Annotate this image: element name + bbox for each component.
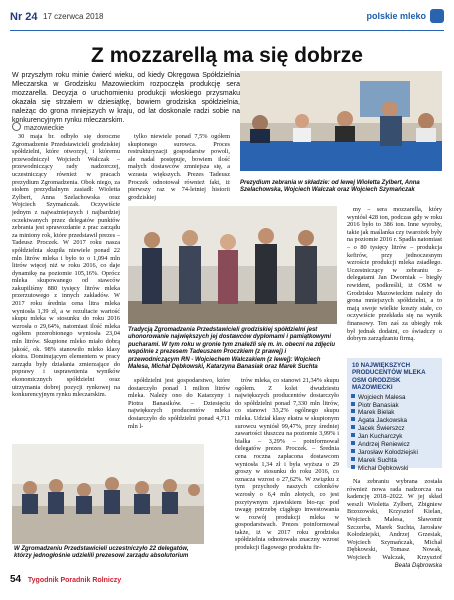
paragraph: 30 maja br. odbyło się doroczne Zgromadzenie Przedstawicieli grodziskiej spółdzielni, które otworzył, i któremu przewodniczył Wojciech Walczak – przewodniczący rady nadzorczej, uczestniczący również w pracach prezydium Zgromadzenia. Obok niego, za stołem prezydialnym zasiadł: Wioletta Zylbert, Anna Szelachowska oraz Wojciech Szymańczak. Oczywiście jednym z najważniejszych i najbardziej oczekiwanych przez delegatów punktów zebrania jest sprawozdanie z prac zarządu za miniony rok, które przedstawił prezes – Tadeusz Proczek. W 2017 roku nasza spółdzielnia skupiła niewiele ponad 22 mln litrów mleka i było to o 1,094 mln litrów więcej niż w roku 2016, co daje dynamikę na poziomie 105,16%. Oprócz mleka skupowanego od stawców zakupiliśmy 880 tysięcy litrów mleka przerzutowego z innych zakładów. W 2017 roku średnia cena litra mleka wyniosła 1,39 zł, a w rezultacie wartość skupu mleka w stosunku do roku 2016 wzrosła o 29,64%, natomiast ilość mleka ogółem przerobionego wyniosła 23,04 mln litrów. Skupione mleko miało dobrą jakość, ok. 98% stanowiło mleko klasy ekstra. Dominującym elementem w pracy zarządu były działania zmierzające do poprawy i usprawnienia wyników ekonomicznych spółdzielni oraz utrzymania dobrej pozycji rynkowej na konkurencyjnym rynku mleczarskim.	[12, 133, 120, 399]
text-column-4	[347, 206, 442, 354]
text-column-3	[235, 377, 339, 567]
article-title: Z mozzarellą ma się dobrze	[91, 44, 363, 67]
list-item: Marek Suchta	[351, 457, 438, 465]
page-number: 54	[10, 574, 22, 585]
box-title: 10 NAJWIĘKSZYCH PRODUCENTÓW MLEKA OSM GRODZISK MAZOWIECKI	[352, 362, 426, 392]
list-item: Marek Bielak	[351, 409, 438, 417]
text-column-2b	[128, 377, 230, 567]
text-column-1	[12, 133, 120, 439]
byline	[12, 122, 64, 132]
top-producers-box	[347, 358, 442, 472]
photo-presidium	[240, 71, 442, 171]
text-column-4b	[347, 478, 442, 562]
author: Beata Dąbrowska	[394, 563, 442, 569]
paragraph: Na zebraniu wybrana została również nowa rada nadzorcza na kadencję 2018–2022. W jej skład weszli Wioletta Zylbert, Zbigniew Brzozowski, Krzysztof Kielan, Wojciech Malesa, Sławomir Szczerba, Marek Suchta, Jarosław Kołodziejski, Andrzej Grzesiak, Wojciech Szymańczak, Michał Dębkowski, Tomasz Nowak, Wojciech Walczak, Krzysztof	[347, 478, 442, 561]
list-item: Agata Jackowska	[351, 417, 438, 425]
caption-photo2: Tradycją Zgromadzenia Przedstawicieli grodziskiej spółdzielni jest uhonorowanie największych jej dostawców dyplomami i pamiątkowymi pucharami. W tym roku w gronie tym znaleźli się m. in. obecni na zdjęciu wspólnie z prezesem Tadeuszem Proczkiem (z prawej) i przewodniczącym RN - Wojciechem Walczakiem (z lewej): Wojciech Malesa, Michał Dębkowski, Katarzyna Banasiak oraz Marek Suchta	[128, 327, 336, 371]
list-item: Jarosław Kołodziejski	[351, 449, 438, 457]
list-item: Andrzej Reniewicz	[351, 441, 438, 449]
issue-number: Nr 24	[10, 11, 38, 23]
paragraph: my – sera mozzarella, który wyniósł 428 ton, podczas gdy w roku 2016 było to 386 ton. Inne wyroby, takie jak maślanka czy twarożek były na poziomie 2016 r. Spadła natomiast – o 80 tysięcy litrów – produkcja kefirów, przy jednoczesnym wzroście produkcji mleka zsiadłego. Uczestniczący w zebraniu z-delegatami Jan Dworniak – biegły rewident, podkreślił, iż OSM w Grodzisku Mazowieckim należy do grona mniejszych spółdzielni, a to mają swoje wielkie koszty stałe, co oczywiście przekłada się na wynik finansowy. Ten zaś za ubiegły rok był jednak dodatni, co świadczy o dobrym zarządzaniu firmą.	[347, 206, 442, 343]
publication-name: Tygodnik Poradnik Rolniczy	[27, 577, 122, 584]
issue-date: 17 czerwca 2018	[43, 12, 104, 21]
page-footer	[10, 574, 121, 585]
list-item: Piotr Banasiak	[351, 402, 438, 410]
article-lead: W przyszłym roku minie ćwierć wieku, od kiedy Okręgowa Spółdzielnia Mleczarska w Grodzisku Mazowieckim rozpoczęła produkcję sera mozzarella. Decyzja o uruchomieniu produkcji włoskiego przysmaku okazała się strzałem w dziesiątkę, bowiem grodziska spółdzielnia, należąc do grona mniejszych w kraju, od lat doskonale radzi sobie na konkurencyjnym rynku mleczarskim.	[12, 72, 240, 124]
list-item: Michał Dębkowski	[351, 465, 438, 473]
header-rule	[10, 30, 444, 31]
list-item: Jan Kucharczyk	[351, 433, 438, 441]
list-item: Wojciech Malesa	[351, 394, 438, 402]
location-pin-icon	[12, 122, 21, 131]
text-column-2	[128, 133, 230, 201]
caption-photo1: Prezydium zebrania w składzie: od lewej Wioletta Zylbert, Anna Szelachowska, Wojciech Walczak oraz Wojciech Szymańczak	[240, 180, 420, 194]
cow-logo-icon	[430, 9, 444, 23]
photo-awards	[128, 206, 337, 324]
caption-photo3: W Zgromadzeniu Przedstawicieli uczestniczyło 22 delegatów, którzy jednogłośnie udzielili prezesowi zarządu absolutorium	[14, 546, 189, 560]
byline-region: mazowieckie	[24, 125, 65, 132]
paragraph: trów mleka, co stanowi 21,34% skupu ogółem. Z kolei dwudziestu największych producentów dostarczyło do spółdzielni ponad 7,330 mln litrów, co stanowi 33,2% ogólnego skupu mleka. Udział klasy ekstra w skupionym surowcu wyniósł 99,47%, przy średniej zawartości tłuszczu na poziomie 3,99% i białka – 3,29% – poinformował delegatów prezes Proczek. – Średnia cena roczna zapłacona dostawcom wyniosła 1,34 zł i była wyższa o 29 groszy w stosunku do roku 2016, co oznacza wzrost o 27,62%. W związku z tym przychody naszych członków wzrosły o 6,4 mln złotych, co jest pozytywnym zjawiskiem bio-rąc pod uwagę potrzebę ciągłego inwestowania w rozwój produkcji mleka w gospodarstwach. Prezes poinformował także, iż w 2017 roku grodziska spółdzielnia odnotowała znaczny wzrost produkcji flagowego produktu fir-	[235, 377, 339, 552]
list-item: Jacek Świerszcz	[351, 425, 438, 433]
producers-list	[347, 394, 442, 473]
paragraph: tylko niewiele ponad 7,5% ogółem skupionego surowca. Proces restrukturyzacji gospodarstw powoli, ale nadal postępuje, bowiem ilość małych dostawców zmniejsza się, a wzrasta większych. Prezes Tadeusz Proczek odnotował również fakt, iż pierwszy raz w 74-letniej historii grodziskiej	[128, 133, 230, 201]
paragraph: spółdzielni jest gospodarstwo, które dostarczyło ponad 1 milion litrów mleka. Należy ono do Katarzyny i Piotra Banasików. – Dziesięciu największych producentów mleka dostarczyło do spółdzielni ponad 4,711 mln l-	[128, 377, 230, 430]
section-name: polskie mleko	[366, 11, 426, 21]
page-header	[10, 9, 444, 31]
